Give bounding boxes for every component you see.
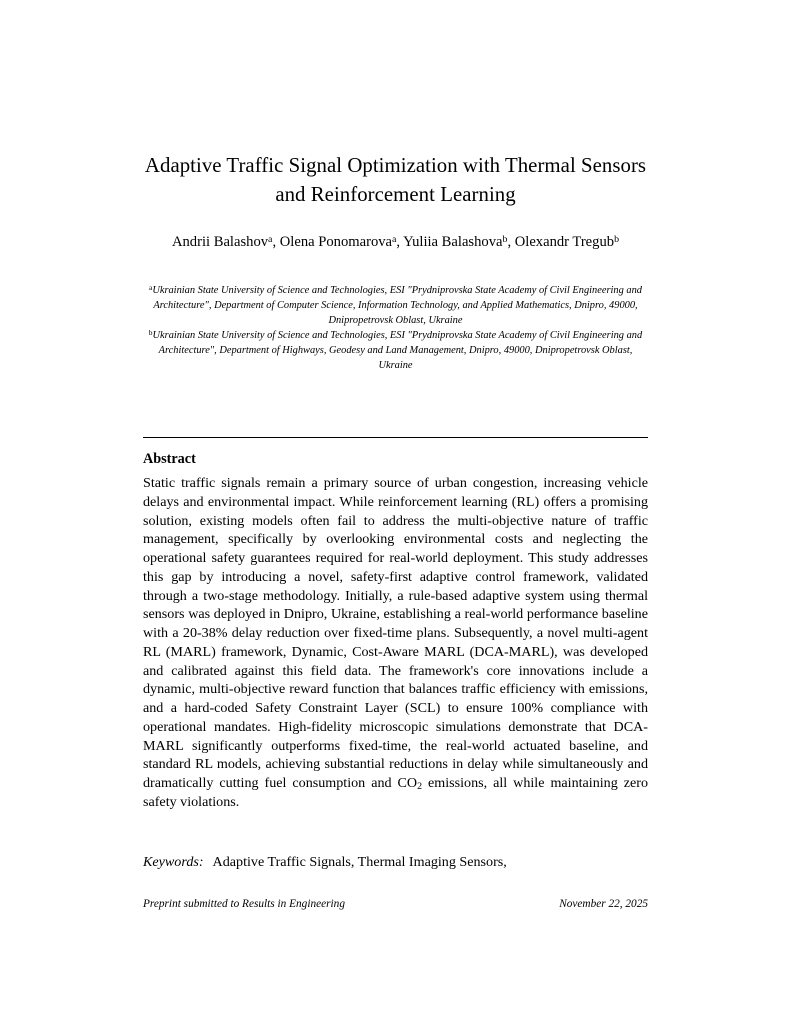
abstract-heading: Abstract [143,451,196,467]
abstract-top-rule [143,437,648,438]
affiliation-text-b: Ukrainian State University of Science and Technologies, ESI "Prydniprovska State Academy of Civil Engineering and Architecture", Department of Highways, Geodesy and Land Management, Dnipro, 49000, Dnipropetrovsk Oblast, Ukraine [152,330,643,372]
author-separator-1: , Olena Ponomarova [272,234,393,250]
author-list [143,232,648,253]
abstract-text-part-1: Static traffic signals remain a primary source of urban congestion, increasing vehicle delays and environmental impact. While reinforcement learning (RL) offers a promising solution, existing models often fail to address the multi-objective nature of traffic management, specifically by overlooking environmental costs and neglecting the operational safety guarantees required for real-world deployment. This study addresses this gap by introducing a novel, safety-first adaptive control framework, validated through a two-stage methodology. Initially, a rule-based adaptive system using thermal sensors was deployed in Dnipro, Ukraine, establishing a real-world performance baseline with a 20-38% delay reduction over fixed-time plans. Subsequently, a novel multi-agent RL (MARL) framework, Dynamic, Cost-Aware MARL (DCA-MARL), was developed and calibrated against this field data. The framework's core innovations include a dynamic, multi-objective reward function that balances traffic efficiency with emissions, and a hard-coded Safety Constraint Layer (SCL) to ensure 100% compliance with operational mandates. High-fidelity microscopic simulations demonstrate that DCA-MARL significantly outperforms fixed-time, the real-world actuated baseline, and standard RL models, achieving substantial reductions in delay while simultaneously and dramatically cutting fuel consumption and CO [143,475,648,791]
title-block [143,152,648,209]
keywords-label: Keywords: [143,854,204,870]
footer-date: November 22, 2025 [559,898,648,910]
page-footer [143,896,648,912]
author-affiliation-marker-2: a [392,233,397,245]
co2-subscript: 2 [417,781,423,793]
author-affiliation-marker-3: b [502,233,508,245]
affiliation-b [143,328,648,373]
author-name-1: Andrii Balashov [171,234,269,250]
abstract-body [143,474,648,812]
footer-submission-note: Preprint submitted to Results in Engineering [143,898,345,910]
keywords-block [143,853,648,872]
abstract-text-part-2: emissions, all while maintaining zero safety violations. [143,775,648,810]
author-separator-3: , Olexandr Tregub [507,234,615,250]
affiliation-text-a: Ukrainian State University of Science and Technologies, ESI "Prydniprovska State Academy of Civil Engineering and Architecture", Department of Computer Science, Information Technology, and Applied Mathematics, Dnipro, 49000, Dnipropetrovsk Oblast, Ukraine [152,285,642,327]
authors-block [143,232,648,253]
abstract-block [143,450,648,812]
author-affiliation-marker-4: b [614,233,620,245]
affiliations-block [143,283,648,374]
author-affiliation-marker-1: a [268,233,273,245]
affiliation-marker-b: b [148,328,153,338]
affiliation-a [143,283,648,328]
keywords-line [143,853,648,872]
affiliation-marker-a: a [149,282,153,292]
keywords-value: Adaptive Traffic Signals, Thermal Imaging Sensors, [212,854,507,870]
author-separator-2: , Yuliia Balashova [396,234,503,250]
page-title: Adaptive Traffic Signal Optimization with Thermal Sensors and Reinforcement Learning [144,154,647,206]
